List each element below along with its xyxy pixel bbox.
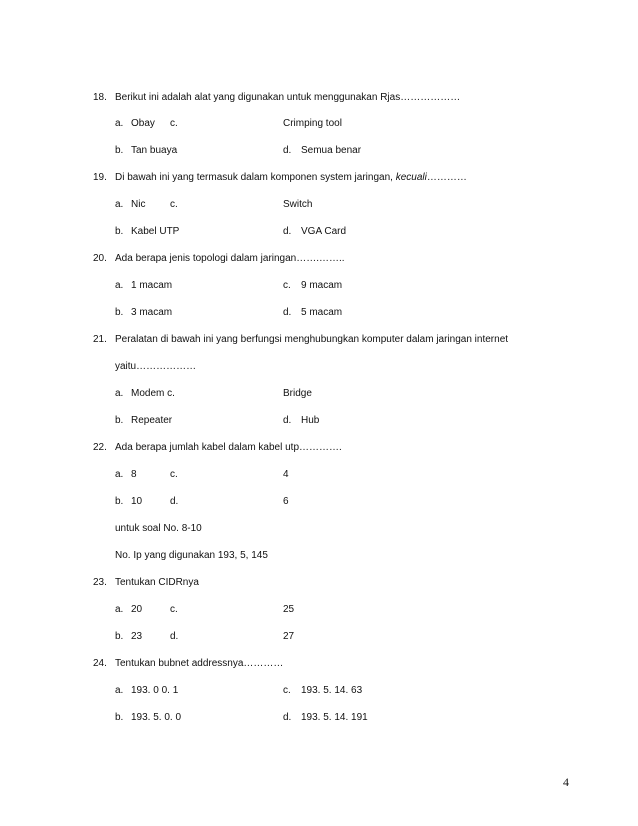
question-text: Ada berapa jenis topologi dalam jaringan…….…….. <box>115 253 345 264</box>
note-text: untuk soal No. 8-10 <box>115 523 202 534</box>
question-text-part: Di bawah ini yang termasuk dalam komponen system jaringan, <box>115 172 396 183</box>
option-letter: a. <box>115 469 124 480</box>
option-letter: b. <box>115 631 124 642</box>
option-d-text: Hub <box>301 415 320 426</box>
question-number: 19. <box>93 172 107 183</box>
question-number: 22. <box>93 442 107 453</box>
question-text: Ada berapa jumlah kabel dalam kabel utp…………. <box>115 442 342 453</box>
option-b-text: Tan buaya <box>131 145 178 156</box>
question-text: Peralatan di bawah ini yang berfungsi menghubungkan komputer dalam jaringan internet <box>115 334 509 345</box>
option-a-text: 193. 0 0. 1 <box>131 685 179 696</box>
question-text: Tentukan bubnet addressnya………… <box>115 658 284 669</box>
question-number: 21. <box>93 334 107 345</box>
option-letter: d. <box>283 712 292 723</box>
option-d-text: Semua benar <box>301 145 362 156</box>
option-letter: c. <box>170 604 178 615</box>
option-letter: b. <box>115 415 124 426</box>
option-a-text: Nic <box>131 199 146 210</box>
option-d-text: VGA Card <box>301 226 347 237</box>
option-c-text: Crimping tool <box>283 118 342 129</box>
option-a-text: 1 macam <box>131 280 173 291</box>
question-text: Berikut ini adalah alat yang digunakan untuk menggunakan Rjas……………… <box>115 92 461 103</box>
option-letter: a. <box>115 280 124 291</box>
question-number: 24. <box>93 658 107 669</box>
option-b-text: 10 <box>131 496 143 507</box>
option-letter: b. <box>115 712 124 723</box>
option-letter: d. <box>283 226 292 237</box>
question-text-part: ………… <box>426 172 467 183</box>
option-letter: d. <box>170 496 179 507</box>
option-letter: a. <box>115 685 124 696</box>
question-text-line2: yaitu……………… <box>115 361 197 372</box>
option-letter: c. <box>170 199 178 210</box>
page-number: 4 <box>563 775 569 789</box>
question-number: 20. <box>93 253 107 264</box>
question-text-italic: kecuali <box>395 172 427 183</box>
option-letter: b. <box>115 145 124 156</box>
question-text <box>115 172 467 184</box>
option-b-text: 23 <box>131 631 143 642</box>
option-letter: a. <box>115 388 124 399</box>
option-letter: c. <box>170 469 178 480</box>
option-b-text: 3 macam <box>131 307 173 318</box>
question-text: Tentukan CIDRnya <box>115 577 199 588</box>
option-a-text: Modem c. <box>131 388 175 399</box>
option-c-text: 4 <box>283 469 289 480</box>
option-letter: a. <box>115 199 124 210</box>
option-d-text: 27 <box>283 631 295 642</box>
option-letter: c. <box>283 685 291 696</box>
option-b-text: Repeater <box>131 415 173 426</box>
option-c-text: 193. 5. 14. 63 <box>301 685 363 696</box>
option-letter: d. <box>170 631 179 642</box>
option-letter: b. <box>115 496 124 507</box>
note-text: No. Ip yang digunakan 193, 5, 145 <box>115 550 268 561</box>
option-letter: d. <box>283 145 292 156</box>
option-b-text: 193. 5. 0. 0 <box>131 712 182 723</box>
option-letter: a. <box>115 118 124 129</box>
option-c-text: Bridge <box>283 388 312 399</box>
option-c-text: 9 macam <box>301 280 343 291</box>
option-a-text: 8 <box>131 469 137 480</box>
question-number: 18. <box>93 92 107 103</box>
option-letter: c. <box>170 118 178 129</box>
option-letter: d. <box>283 307 292 318</box>
option-letter: b. <box>115 307 124 318</box>
option-letter: c. <box>283 280 291 291</box>
option-d-text: 6 <box>283 496 289 507</box>
option-a-text: 20 <box>131 604 143 615</box>
option-b-text: Kabel UTP <box>131 226 180 237</box>
option-c-text: 25 <box>283 604 295 615</box>
option-d-text: 5 macam <box>301 307 343 318</box>
option-letter: a. <box>115 604 124 615</box>
option-c-text: Switch <box>283 199 313 210</box>
option-d-text: 193. 5. 14. 191 <box>301 712 368 723</box>
question-number: 23. <box>93 577 107 588</box>
option-letter: d. <box>283 415 292 426</box>
option-a-text: Obay <box>131 118 155 129</box>
option-letter: b. <box>115 226 124 237</box>
